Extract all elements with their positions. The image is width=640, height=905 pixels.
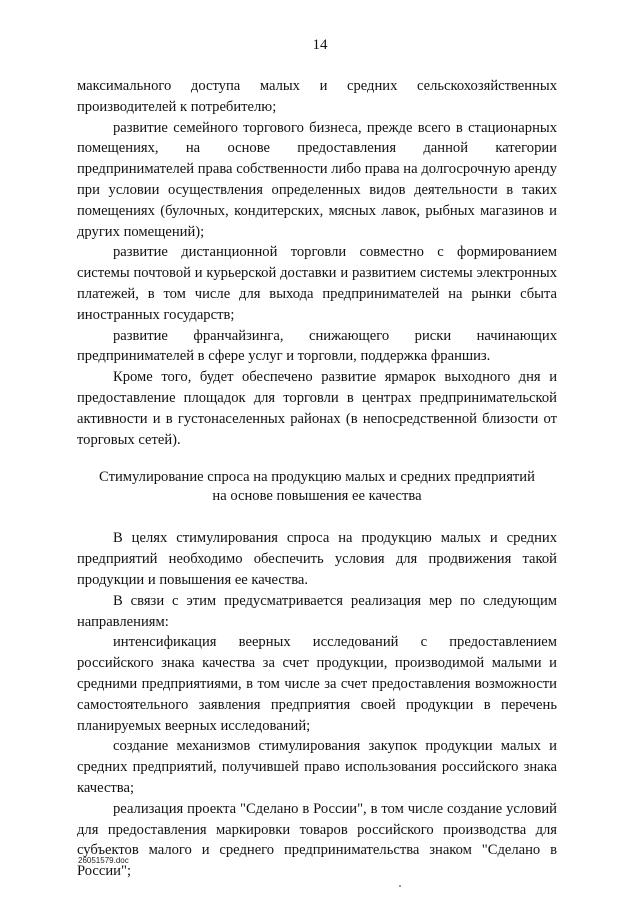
paragraph-directions-intro: В связи с этим предусматривается реализация мер по следующим направлениям: (77, 592, 557, 630)
section-heading (77, 468, 557, 506)
paragraph-remote-trade: развитие дистанционной торговли совместно с формированием системы почтовой и курьерской доставки и развитием системы электронных платежей, в том числе для выхода предпринимателей на рынки сбыта иностранных государств; (77, 244, 557, 323)
paragraph-demand-goal: В целях стимулирования спроса на продукцию малых и средних предприятий необходимо обеспечить условия для продвижения такой продукции и повышения ее качества. (77, 530, 557, 588)
paragraph-continuation: максимального доступа малых и средних сельскохозяйственных производителей к потребителю; (77, 78, 557, 115)
document-body (77, 76, 557, 882)
footer-file-name: 26051579.doc (78, 856, 129, 865)
paragraph-family-retail: развитие семейного торгового бизнеса, прежде всего в стационарных помещениях, на основе предоставления данной категории предпринимателей права собственности либо права на долгосрочную аренду при условии осуществления определенных видов деятельности в таких помещениях (булочных, кондитерских, мясных лавок, рыбных магазинов и других помещений); (77, 119, 557, 240)
paragraph-franchising: развитие франчайзинга, снижающего риски начинающих предпринимателей в сфере услуг и торговли, поддержка франшиз. (77, 327, 557, 365)
section-heading-line-1: Стимулирование спроса на продукцию малых и средних предприятий (99, 469, 535, 486)
paragraph-fairs: Кроме того, будет обеспечено развитие ярмарок выходного дня и предоставление площадок для торговли в центрах предпринимательской активности и в густонаселенных районах (в непосредственной близости от торговых сетей). (77, 369, 557, 448)
paragraph-made-in-russia: реализация проекта "Сделано в России", в том числе создание условий для предоставления маркировки товаров российского производства для субъектов малого и среднего предпринимательства знаком "Сделано в России"; (77, 800, 557, 880)
page-number: 14 (312, 37, 328, 53)
section-heading-line-2: на основе повышения ее качества (212, 488, 422, 505)
scan-artifact (399, 885, 401, 887)
paragraph-quality-research: интенсификация веерных исследований с предоставлением российского знака качества за счет продукции, производимой малыми и средними предприятиями, в том числе за счет предоставления возможности самостоятельного заявления предприятия своей продукции в перечень планируемых веерных исследований; (77, 634, 557, 734)
paragraph-procurement: создание механизмов стимулирования закупок продукции малых и средних предприятий, получившей право использования российского знака качества; (77, 738, 557, 796)
